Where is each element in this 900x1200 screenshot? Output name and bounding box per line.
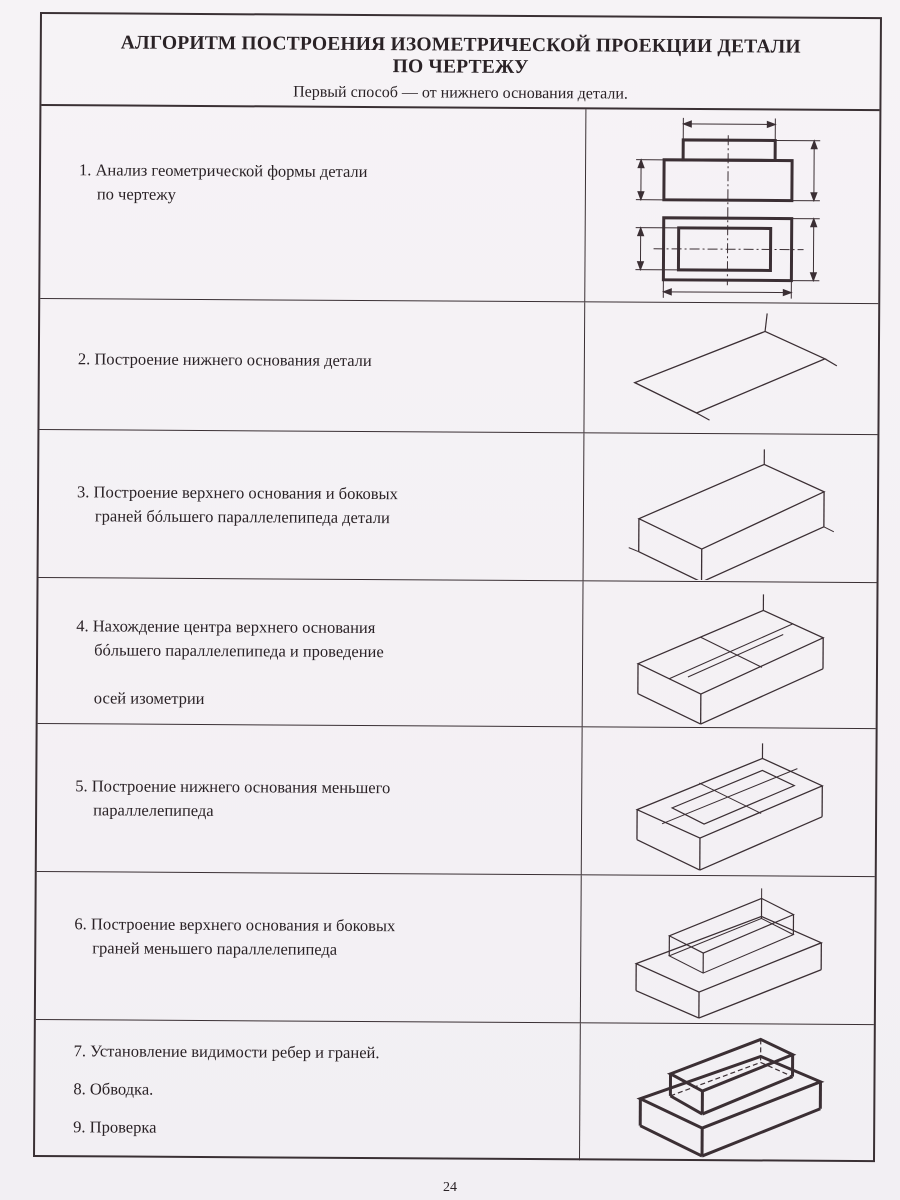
step-2-text: 2. Построение нижнего основания детали [77,349,372,371]
step-figure-cell [580,1023,874,1162]
page-title [62,32,860,81]
page-subtitle: Первый способ — от нижнего основания детали. [293,83,628,103]
step-1-text: 1. Анализ геометрической формы детали по чертежу [78,160,368,204]
step-figure-cell [584,302,878,434]
small-box-drawing [581,875,874,1023]
step-text-cell [35,1020,581,1160]
center-axes-drawing [583,581,876,727]
algorithm-table [33,12,882,1162]
table-header [41,14,880,111]
bottom-base-drawing [584,302,877,434]
title-line-1: АЛГОРИТМ ПОСТРОЕНИЯ ИЗОМЕТРИЧЕСКОЙ ПРОЕКЦИИ ДЕТАЛИ [120,32,801,58]
step-3-text: 3. Построение верхнего основания и боковых граней бóльшего параллелепипеда детали [77,482,398,528]
step-7-text: 7. Установление видимости ребер и граней. 8. Обводка. 9. Проверка [73,1041,380,1137]
table-row [40,106,879,304]
title-line-2: ПО ЧЕРТЕЖУ [392,56,529,78]
table-row [38,578,877,729]
final-outline-drawing [580,1023,873,1160]
step-text-cell [37,724,583,874]
step-figure-cell [581,875,875,1024]
step-text-cell [40,106,586,301]
step-figure-cell [583,581,877,728]
small-base-drawing [582,727,875,875]
step-figure-cell [582,727,876,876]
table-row [35,1020,874,1162]
step-4-text: 4. Нахождение центра верхнего основания бóльшего параллелепипеда и проведение осей изометрии [76,616,384,709]
table-row [37,724,876,877]
step-figure-cell [584,433,878,582]
step-text-cell [36,872,582,1022]
step-text-cell [39,299,585,432]
table-row [39,299,878,435]
step-text-cell [38,578,584,726]
page-number: 24 [443,1180,457,1195]
table-row [39,430,878,583]
orthographic-drawing [585,109,878,301]
step-5-text: 5. Построение нижнего основания меньшего параллелепипеда [75,776,391,821]
table-row [36,872,875,1025]
step-text-cell [39,430,585,580]
step-6-text: 6. Построение верхнего основания и боковых граней меньшего параллелепипеда [74,914,396,959]
large-box-drawing [584,433,877,581]
step-figure-cell [585,109,879,303]
